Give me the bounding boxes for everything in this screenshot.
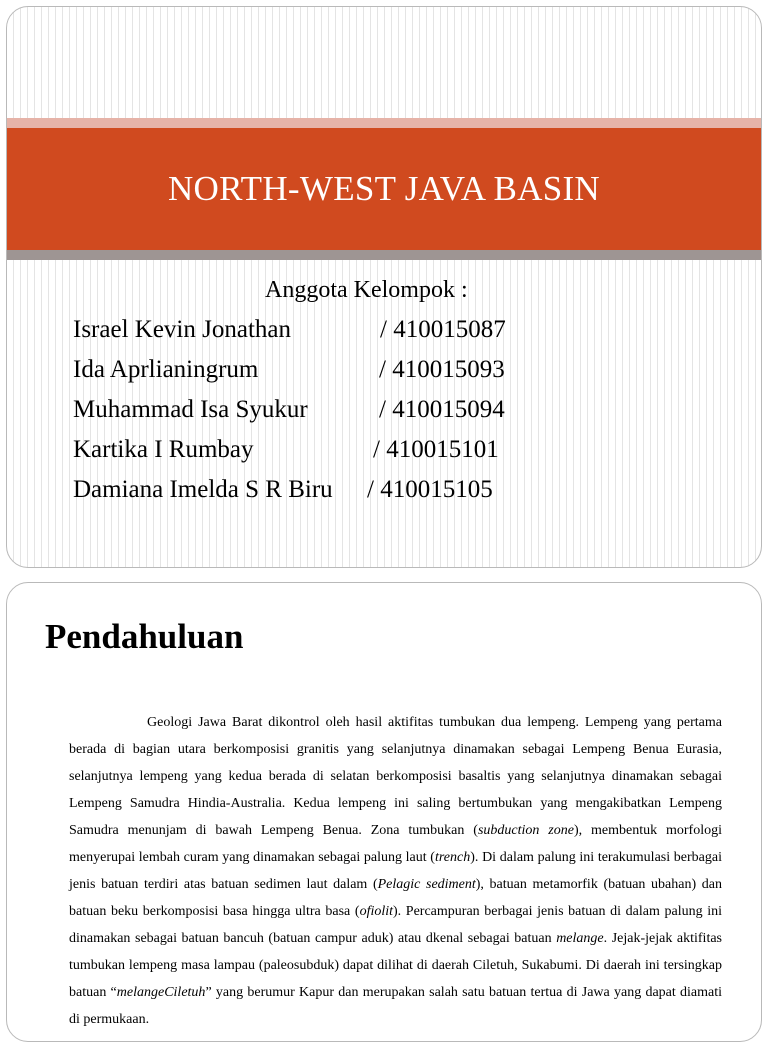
- italic-term: ofiolit: [359, 904, 394, 919]
- intro-paragraph: [69, 709, 722, 1033]
- italic-term: trench: [434, 850, 471, 865]
- members-heading: Anggota Kelompok :: [265, 277, 468, 303]
- italic-term: subduction zone: [477, 823, 574, 838]
- member-name: Damiana Imelda S R Biru: [73, 476, 333, 503]
- paragraph-text: ” yang berumur Kapur dan merupakan salah satu batuan tertua di Jawa yang dapat diamati di permukaan.: [69, 985, 722, 1027]
- member-nim: / 410015094: [379, 396, 505, 423]
- title-slide: [6, 6, 762, 568]
- member-nim: / 410015105: [367, 476, 493, 503]
- italic-term: melangeCiletuh: [116, 985, 206, 1000]
- accent-band-bottom: [7, 250, 761, 260]
- paragraph-text: ), membentuk morfologi menyerupai lembah curam yang dinamakan sebagai palung laut (: [69, 823, 722, 865]
- section-title: Pendahuluan: [45, 617, 244, 656]
- paragraph-text: ). Di dalam palung ini terakumulasi berbagai jenis batuan terdiri atas batuan sedimen laut dalam (: [69, 850, 722, 892]
- italic-term: melange: [556, 931, 604, 946]
- slide-title: NORTH-WEST JAVA BASIN: [167, 169, 601, 208]
- title-band: [7, 128, 761, 250]
- member-name: Israel Kevin Jonathan: [73, 316, 291, 343]
- member-name: Ida Aprlianingrum: [73, 356, 259, 383]
- paragraph-text: ), batuan metamorfik (batuan ubahan) dan batuan beku berkomposisi basa hingga ultra basa (: [69, 877, 722, 919]
- member-nim: / 410015087: [380, 316, 506, 343]
- member-nim: / 410015101: [373, 436, 499, 463]
- member-name: Muhammad Isa Syukur: [73, 396, 308, 423]
- accent-band-top: [7, 118, 761, 128]
- content-slide: [6, 582, 762, 1042]
- paragraph-text: ). Percampuran berbagai jenis batuan di dalam palung ini dinamakan sebagai batuan bancuh (batuan campur aduk) atau dkenal sebagai batuan: [69, 904, 722, 946]
- paragraph-text: Geologi Jawa Barat dikontrol oleh hasil aktifitas tumbukan dua lempeng. Lempeng yang pertama berada di bagian utara berkomposisi granitis yang selanjutnya dinamakan sebagai Lempeng Benua Eurasia, selanjutnya lempeng yang kedua berada di selatan berkomposisi basaltis yang selanjutnya dinamakan sebagai Lempeng Samudra Hindia-Australia. Kedua lempeng ini saling bertumbukan yang mengakibatkan Lempeng Samudra menunjam di bawah Lempeng Benua. Zona tumbukan (: [69, 715, 722, 838]
- member-name: Kartika I Rumbay: [73, 436, 254, 463]
- member-nim: / 410015093: [379, 356, 505, 383]
- italic-term: Pelagic sediment: [377, 877, 476, 892]
- paragraph-text: . Jejak-jejak aktifitas tumbukan lempeng masa lampau (paleosubduk) dapat dilihat di daerah Ciletuh, Sukabumi. Di daerah ini tersingkap batuan “: [69, 931, 722, 1000]
